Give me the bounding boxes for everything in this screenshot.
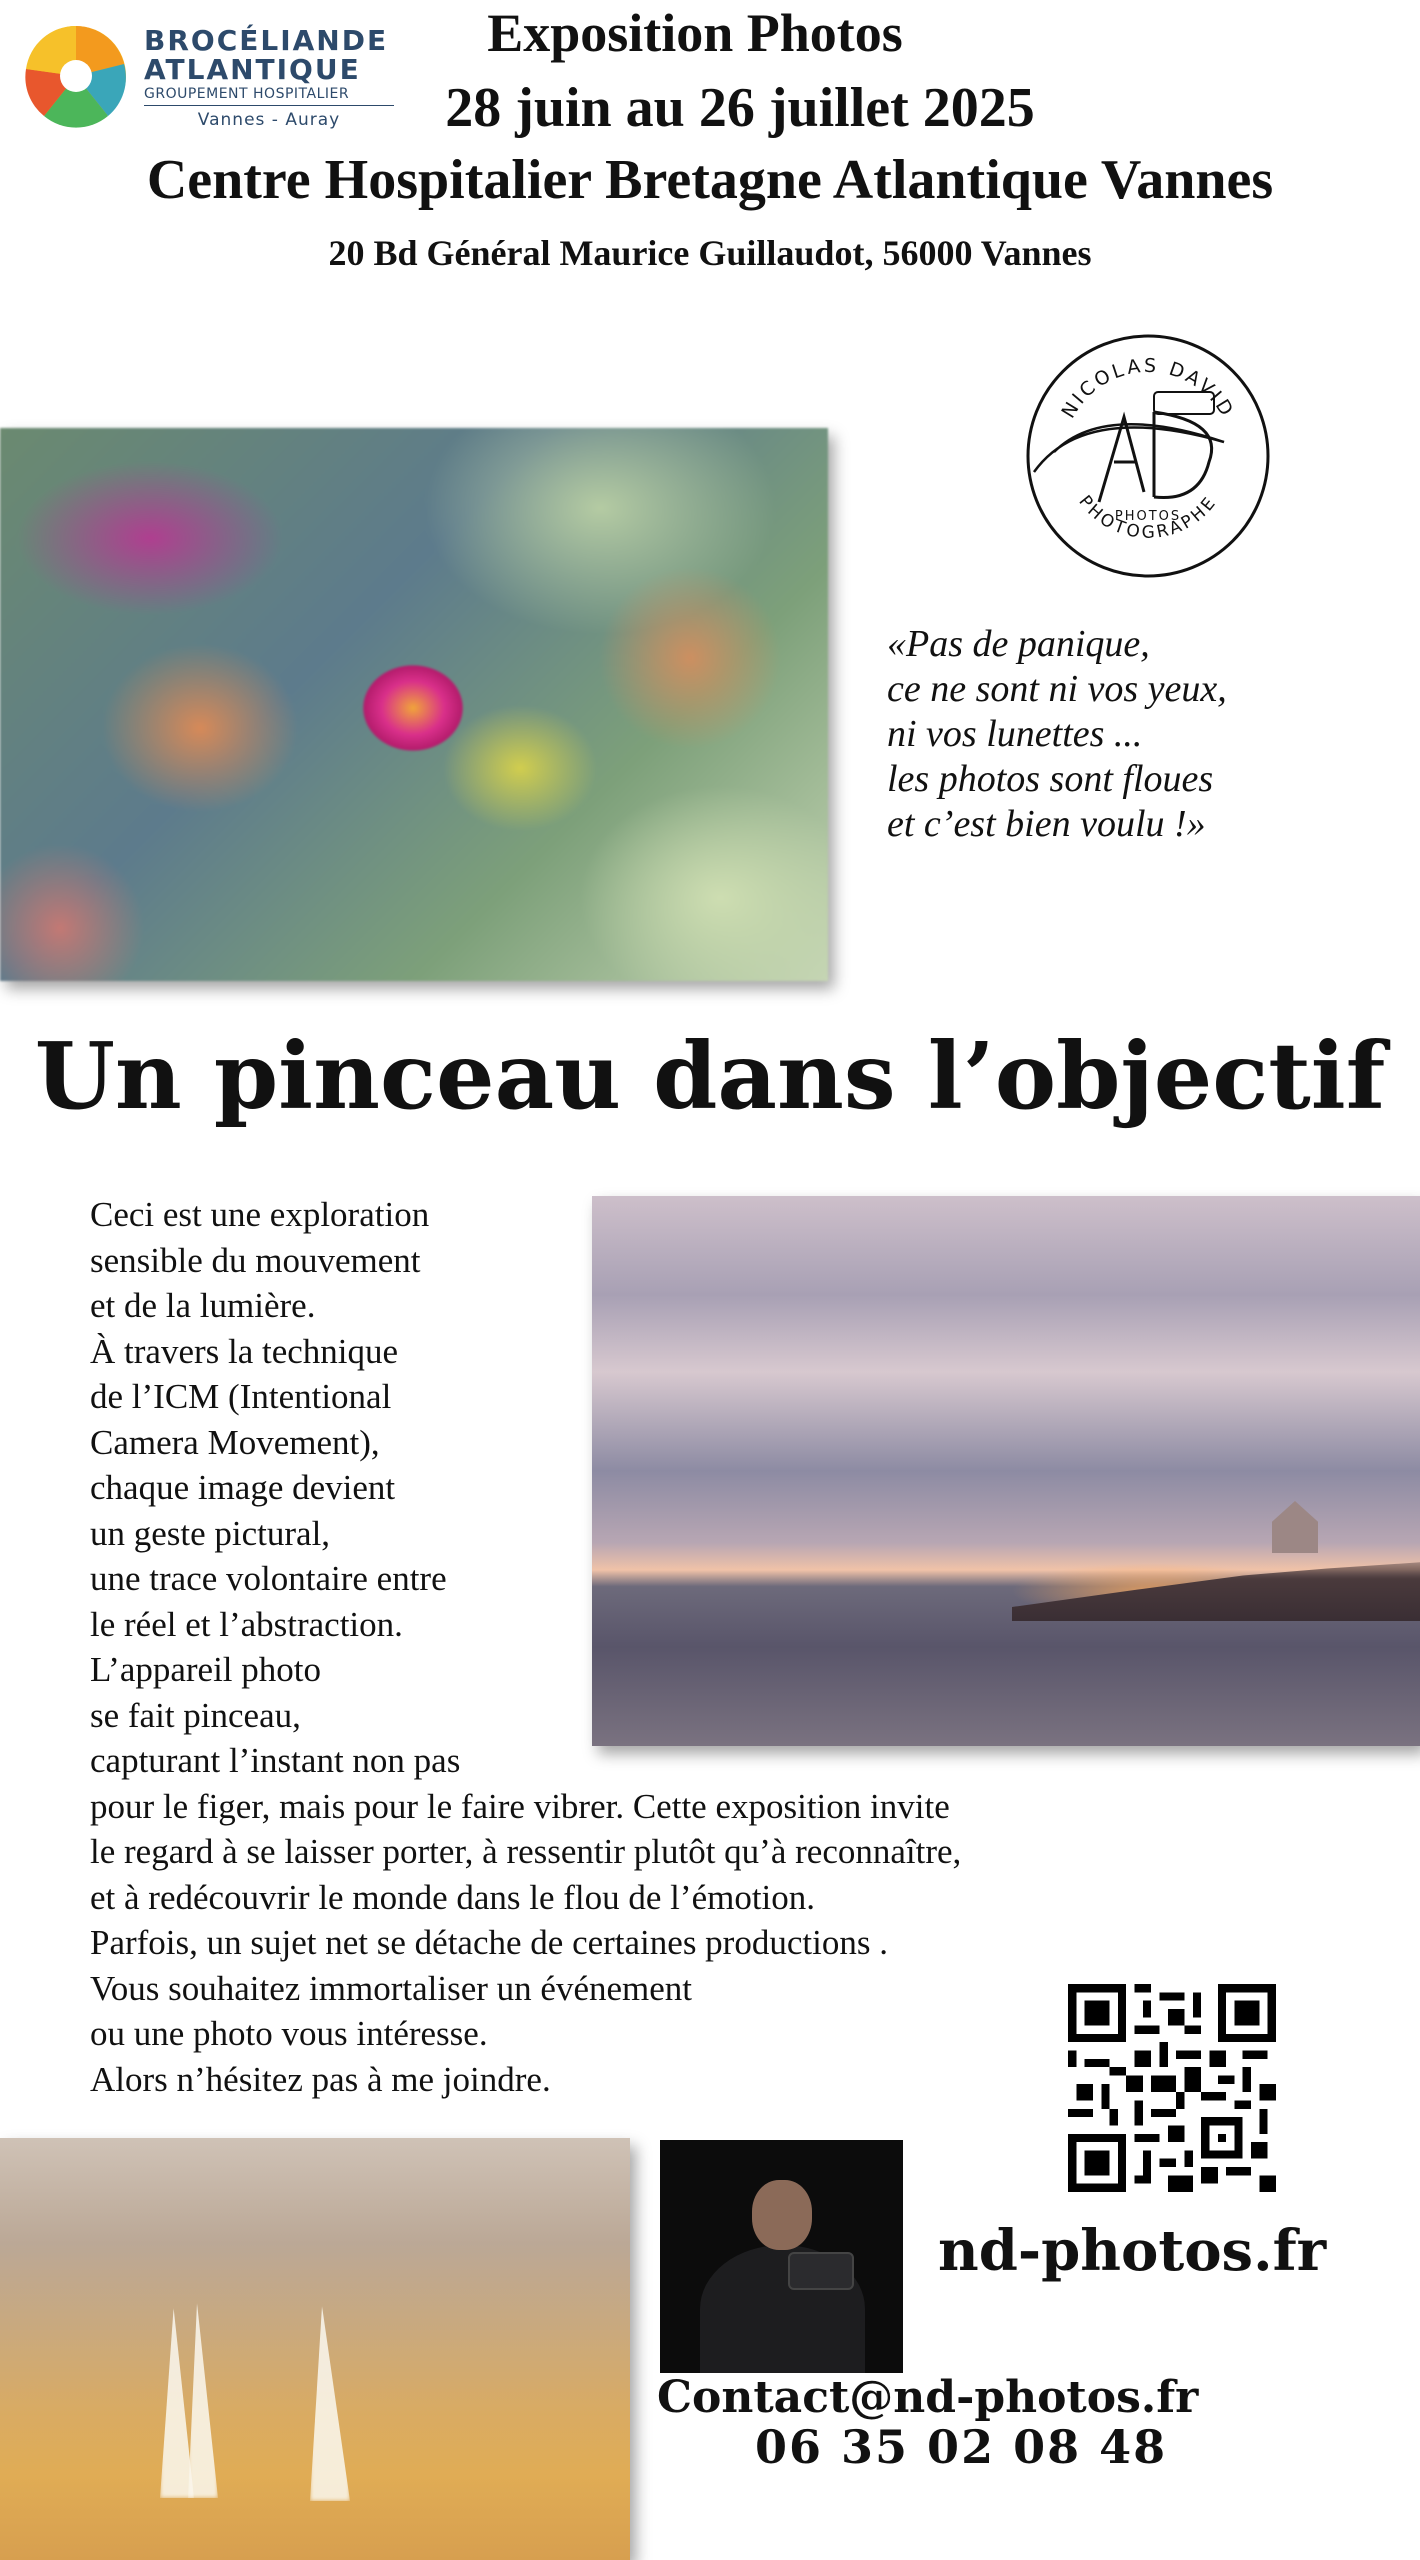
exhibition-title: Exposition Photos	[487, 3, 903, 63]
website-link[interactable]: nd-photos.fr	[938, 2218, 1327, 2284]
qr-code[interactable]	[1068, 1984, 1276, 2192]
description-line: ou une photo vous intéresse.	[90, 2014, 488, 2053]
logo-flower-icon	[24, 24, 128, 128]
main-title: Un pinceau dans l’objectif	[34, 1022, 1386, 1130]
description-text	[90, 1192, 961, 2102]
description-line: L’appareil photo	[90, 1650, 322, 1689]
description-line: Camera Movement),	[90, 1422, 380, 1462]
description-line: sensible du mouvement	[90, 1240, 421, 1280]
exhibition-dates: 28 juin au 26 juillet 2025	[445, 77, 1035, 139]
description-line: Parfois, un sujet net se détache de certaines productions .	[90, 1923, 888, 1962]
quote-line: «Pas de panique,	[887, 623, 1150, 665]
photographer-stamp	[1024, 332, 1272, 580]
logo-subtitle: GROUPEMENT HOSPITALIER	[144, 86, 394, 106]
sail-right	[310, 2306, 350, 2501]
hospital-logo	[24, 18, 389, 133]
stamp-role: PHOTOGRAPHE	[1074, 491, 1222, 543]
stamp-photos: PHOTOS	[1114, 509, 1182, 524]
description-line: Alors n’hésitez pas à me joindre.	[90, 2059, 551, 2099]
contact-email[interactable]: Contact@nd-photos.fr	[657, 2372, 1199, 2423]
contact-phone[interactable]: 06 35 02 08 48	[755, 2420, 1168, 2474]
description-line: Vous souhaitez immortaliser un événement	[90, 1968, 692, 2008]
description-line: se fait pinceau,	[90, 1695, 301, 1735]
description-line: pour le figer, mais pour le faire vibrer. Cette exposition invite	[90, 1786, 950, 1826]
sail-left-2	[188, 2303, 218, 2498]
exhibition-venue: Centre Hospitalier Bretagne Atlantique Vannes	[146, 149, 1274, 211]
stamp-name: NICOLAS DAVID	[1057, 354, 1239, 423]
quote-line: ni vos lunettes ...	[887, 713, 1143, 755]
logo-name-line1: BROCÉLIANDE	[144, 24, 389, 57]
portrait-head	[752, 2180, 812, 2250]
quote-line: les photos sont floues	[887, 758, 1214, 800]
sail-left	[160, 2308, 194, 2498]
description-line: et de la lumière.	[90, 1286, 316, 1325]
seascape-building	[1272, 1501, 1318, 1553]
description-line: un geste pictural,	[90, 1513, 331, 1553]
exhibition-address: 20 Bd Général Maurice Guillaudot, 56000 Vannes	[328, 233, 1092, 273]
description-line: une trace volontaire entre	[90, 1559, 447, 1598]
description-line: et à redécouvrir le monde dans le flou de l’émotion.	[90, 1877, 816, 1917]
logo-name-line2: ATLANTIQUE	[144, 53, 361, 86]
sand-yacht-photo	[0, 2138, 630, 2560]
seascape-shoreline	[1012, 1551, 1420, 1621]
tulip-photo	[0, 428, 828, 981]
logo-towns: Vannes - Auray	[197, 110, 341, 130]
description-line: capturant l’instant non pas	[90, 1741, 461, 1780]
description-line: À travers la technique	[90, 1331, 399, 1371]
quote-line: ce ne sont ni vos yeux,	[887, 668, 1227, 710]
description-line: le regard à se laisser porter, à ressentir plutôt qu’à reconnaître,	[90, 1832, 962, 1871]
stamp-letter-d	[1154, 412, 1212, 498]
quote-line: et c’est bien voulu !»	[887, 803, 1206, 845]
description-line: Ceci est une exploration	[90, 1195, 430, 1234]
camera-icon	[788, 2252, 854, 2290]
description-line: de l’ICM (Intentional	[90, 1377, 392, 1416]
description-line: chaque image devient	[90, 1468, 396, 1507]
photographer-portrait	[660, 2140, 903, 2373]
description-line: le réel et l’abstraction.	[90, 1604, 403, 1644]
quote-block	[887, 622, 1407, 847]
